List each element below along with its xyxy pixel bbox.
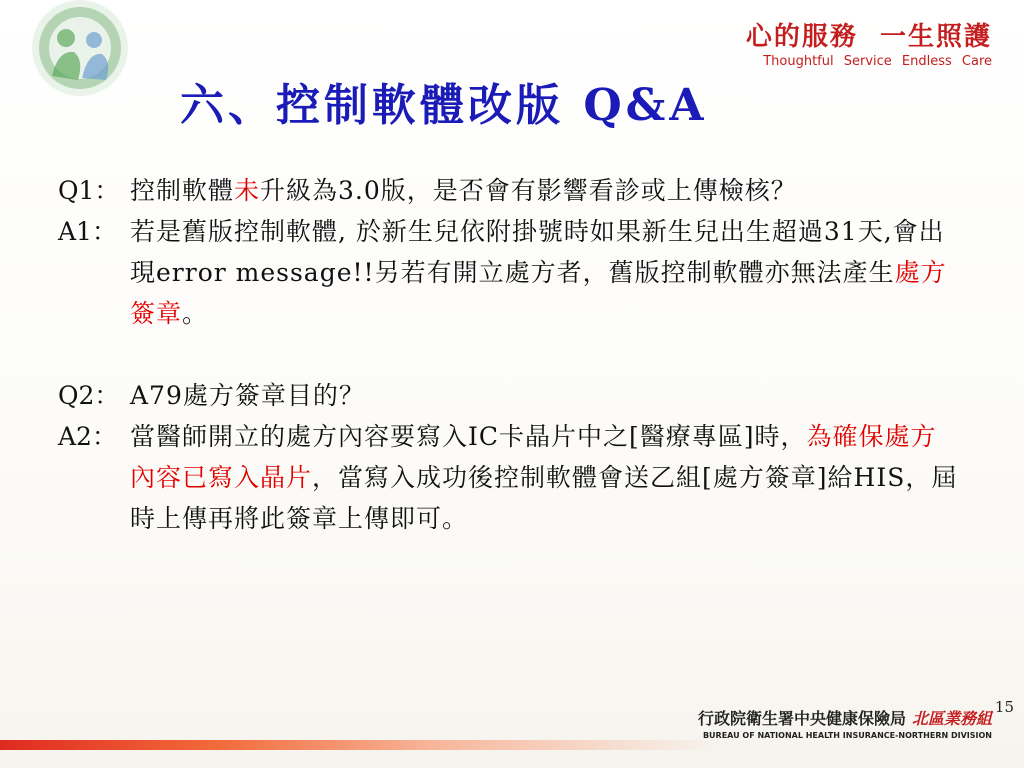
a1-block	[58, 211, 988, 334]
a2-block	[58, 416, 988, 539]
q2-text: A79處方簽章目的？	[130, 381, 365, 410]
q1-block	[58, 170, 988, 211]
footer-org	[698, 706, 992, 740]
a1-text	[130, 211, 962, 334]
qa-content	[58, 170, 988, 539]
a1-highlight: 處方簽章	[130, 258, 947, 328]
a1-text-b: 。	[182, 299, 209, 328]
nhi-logo	[18, 0, 158, 120]
division-name-zh: 北區業務組	[911, 709, 992, 728]
footer-org-english: BUREAU OF NATIONAL HEALTH INSURANCE-NORTHERN DIVISION	[702, 731, 992, 740]
a2-highlight: 為確保處方內容已寫入晶片	[130, 422, 937, 492]
q2-block	[58, 375, 988, 416]
a1-text-a: 若是舊版控制軟體, 於新生兒依附掛號時如果新生兒出生超過31天,會出現error message!!另若有開立處方者，舊版控制軟體亦無法產生	[130, 217, 945, 287]
slide-title: 六、控制軟體改版 Q&A	[180, 80, 708, 131]
org-name-zh: 行政院衛生署中央健康保險局	[697, 709, 906, 728]
page-number: 15	[994, 698, 1014, 716]
a1-label: A1：	[58, 217, 117, 246]
q1-text	[130, 170, 962, 211]
a2-text-b: ，當寫入成功後控制軟體會送乙組[處方簽章]給HIS，屆時上傳再將此簽章上傳即可。	[130, 463, 958, 533]
q1-highlight: 未	[234, 176, 261, 205]
q2-label: Q2：	[58, 381, 120, 410]
q1-text-a: 控制軟體	[130, 176, 235, 205]
a2-text	[130, 416, 962, 539]
a2-text-a: 當醫師開立的處方內容要寫入IC卡晶片中之[醫療專區]時，	[130, 422, 807, 451]
bottom-gradient-bar	[0, 740, 720, 750]
a2-label: A2：	[58, 422, 117, 451]
footer-org-chinese	[698, 706, 992, 729]
q1-label: Q1：	[58, 176, 120, 205]
slogan-chinese: 心的服務 一生照護	[745, 22, 992, 52]
nhi-logo-icon	[18, 0, 158, 120]
slogan	[746, 22, 992, 69]
spacer	[58, 334, 988, 375]
slogan-english: Thoughtful Service Endless Care	[763, 54, 992, 69]
q1-text-b: 升級為3.0版，是否會有影響看診或上傳檢核？	[260, 176, 797, 205]
